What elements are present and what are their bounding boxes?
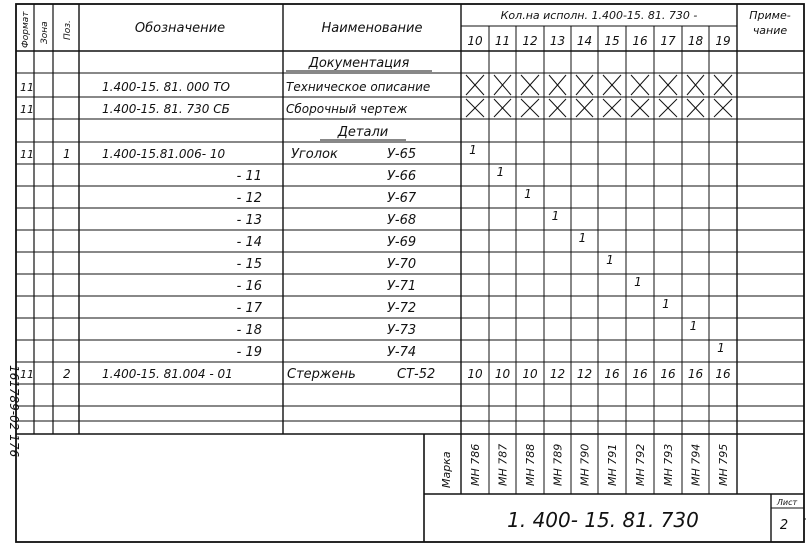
header-notes-line1: Приме- xyxy=(749,9,791,22)
marka-code: МН 793 xyxy=(662,443,675,486)
rod-quantity: 16 xyxy=(604,367,620,381)
table-row xyxy=(237,319,698,338)
row-designation: 1.400-15.81.006- 10 xyxy=(102,147,226,161)
row-code: У-68 xyxy=(387,213,417,228)
doc-row-1-name: Техническое описание xyxy=(286,80,431,94)
margin-stamp: 161789-02 176 xyxy=(7,365,21,458)
not-applicable-marks xyxy=(466,75,732,117)
execution-number-18: 18 xyxy=(687,34,704,48)
execution-number-13: 13 xyxy=(549,34,566,48)
rod-quantity: 10 xyxy=(467,367,483,381)
row-format: 11 xyxy=(20,148,34,161)
marka-code: МН 791 xyxy=(606,443,619,486)
rod-row xyxy=(20,367,731,382)
rod-quantities xyxy=(467,367,731,381)
cross-mark xyxy=(659,99,677,117)
cross-mark xyxy=(466,99,484,117)
table-row xyxy=(237,209,560,228)
row-code: У-73 xyxy=(387,323,417,338)
row-designation: - 19 xyxy=(236,345,262,360)
row-quantity: 1 xyxy=(469,143,477,157)
execution-number-15: 15 xyxy=(604,34,620,48)
section-documentation: Документация xyxy=(308,56,410,71)
marka-code: МН 790 xyxy=(578,443,592,486)
cross-mark xyxy=(603,99,621,117)
cross-mark xyxy=(521,75,539,95)
doc-row-2-format: 11 xyxy=(20,103,34,116)
cross-mark xyxy=(603,75,621,95)
rod-quantity: 10 xyxy=(494,367,511,381)
row-quantity: 1 xyxy=(662,297,670,311)
execution-number-10: 10 xyxy=(467,34,483,48)
marka-code: МН 787 xyxy=(496,443,510,486)
cross-mark xyxy=(687,99,704,117)
cross-mark xyxy=(494,99,511,117)
row-quantity: 1 xyxy=(551,209,560,223)
rod-quantity: 12 xyxy=(576,367,593,381)
doc-row-2-designation: 1.400-15. 81. 730 СБ xyxy=(102,102,230,116)
marka-code: МН 792 xyxy=(634,443,647,486)
marka-code: МН 794 xyxy=(689,443,703,486)
rod-quantity: 16 xyxy=(687,367,704,381)
cross-mark xyxy=(494,75,511,95)
cross-mark xyxy=(576,99,593,117)
table-row xyxy=(237,275,642,294)
documentation-rows xyxy=(20,75,732,117)
header-designation: Обозначение xyxy=(134,21,226,36)
row-designation: - 15 xyxy=(236,257,262,272)
execution-numbers xyxy=(467,34,730,48)
doc-row-1-designation: 1.400-15. 81. 000 ТО xyxy=(102,80,230,94)
row-quantity: 1 xyxy=(606,253,614,267)
header-notes-line2: чание xyxy=(752,24,788,37)
execution-number-16: 16 xyxy=(632,34,648,48)
row-position: 1 xyxy=(63,147,71,161)
rod-quantity: 12 xyxy=(549,367,566,381)
header-format: Формат xyxy=(21,11,31,48)
cross-mark xyxy=(631,75,649,95)
marka-block xyxy=(440,444,730,488)
header-quantity-title: Кол.на исполн. 1.400-15. 81. 730 - xyxy=(500,9,698,22)
row-quantity: 1 xyxy=(689,319,698,333)
rod-row-code: СТ-52 xyxy=(397,367,436,382)
cross-mark xyxy=(549,75,566,95)
row-quantity: 1 xyxy=(524,187,532,201)
execution-number-11: 11 xyxy=(494,34,511,48)
row-quantity: 1 xyxy=(496,165,505,179)
table-header xyxy=(21,9,791,48)
row-designation: - 17 xyxy=(236,301,262,316)
marka-code: МН 795 xyxy=(717,443,730,486)
row-quantity: 1 xyxy=(634,275,642,289)
row-code: У-71 xyxy=(387,279,417,294)
row-designation: - 13 xyxy=(236,213,262,228)
cross-mark xyxy=(631,99,649,117)
section-parts: Детали xyxy=(337,125,389,140)
table-row xyxy=(237,341,725,360)
document-number: 1. 400- 15. 81. 730 xyxy=(507,508,699,532)
row-name: Уголок xyxy=(291,147,338,162)
row-code: У-65 xyxy=(387,147,417,162)
rod-quantity: 16 xyxy=(632,367,648,381)
row-code: У-69 xyxy=(387,235,417,250)
marka-code: МН 788 xyxy=(524,443,537,486)
doc-row-2-name: Сборочный чертеж xyxy=(286,102,408,116)
execution-number-14: 14 xyxy=(576,34,593,48)
cross-mark xyxy=(576,75,593,95)
rod-row-designation: 1.400-15. 81.004 - 01 xyxy=(102,367,233,381)
row-designation: - 18 xyxy=(236,323,262,338)
sheet-number: 2 xyxy=(779,518,789,533)
row-quantity: 1 xyxy=(578,231,587,245)
rod-row-position: 2 xyxy=(63,367,71,381)
rod-quantity: 16 xyxy=(715,367,731,381)
row-code: У-74 xyxy=(387,345,417,360)
execution-number-17: 17 xyxy=(660,34,676,48)
row-code: У-66 xyxy=(387,169,417,184)
header-name: Наименование xyxy=(321,21,423,36)
table-row xyxy=(237,297,670,316)
table-row xyxy=(20,143,477,162)
table-row xyxy=(237,253,614,272)
marka-code: МН 789 xyxy=(551,443,565,486)
row-designation: - 16 xyxy=(236,279,262,294)
cross-mark xyxy=(521,99,539,117)
row-designation: - 14 xyxy=(236,235,262,250)
sheet-label: Лист xyxy=(776,498,798,507)
table-row xyxy=(237,231,587,250)
header-position: Поз. xyxy=(63,20,73,40)
rod-quantity: 10 xyxy=(522,367,538,381)
execution-number-19: 19 xyxy=(715,34,731,48)
cross-mark xyxy=(714,75,732,95)
cross-mark xyxy=(714,99,732,117)
row-code: У-67 xyxy=(387,191,417,206)
row-quantity: 1 xyxy=(717,341,725,355)
marka-code: МН 786 xyxy=(469,443,482,486)
cross-mark xyxy=(549,99,566,117)
row-code: У-72 xyxy=(387,301,417,316)
header-zone: Зона xyxy=(40,21,50,44)
row-code: У-70 xyxy=(387,257,417,272)
rod-row-format: 11 xyxy=(20,368,34,381)
cross-mark xyxy=(659,75,677,95)
rod-quantity: 16 xyxy=(660,367,676,381)
rod-row-name: Стержень xyxy=(287,367,356,382)
marka-codes xyxy=(469,444,730,486)
doc-row-1-format: 11 xyxy=(20,81,34,94)
row-designation: - 12 xyxy=(236,191,262,206)
execution-number-12: 12 xyxy=(522,34,538,48)
table-row xyxy=(237,187,532,206)
table-row xyxy=(237,165,505,184)
row-designation: - 11 xyxy=(236,169,262,184)
marka-label: Марка xyxy=(440,451,453,488)
cross-mark xyxy=(687,75,704,95)
cross-mark xyxy=(466,75,484,95)
